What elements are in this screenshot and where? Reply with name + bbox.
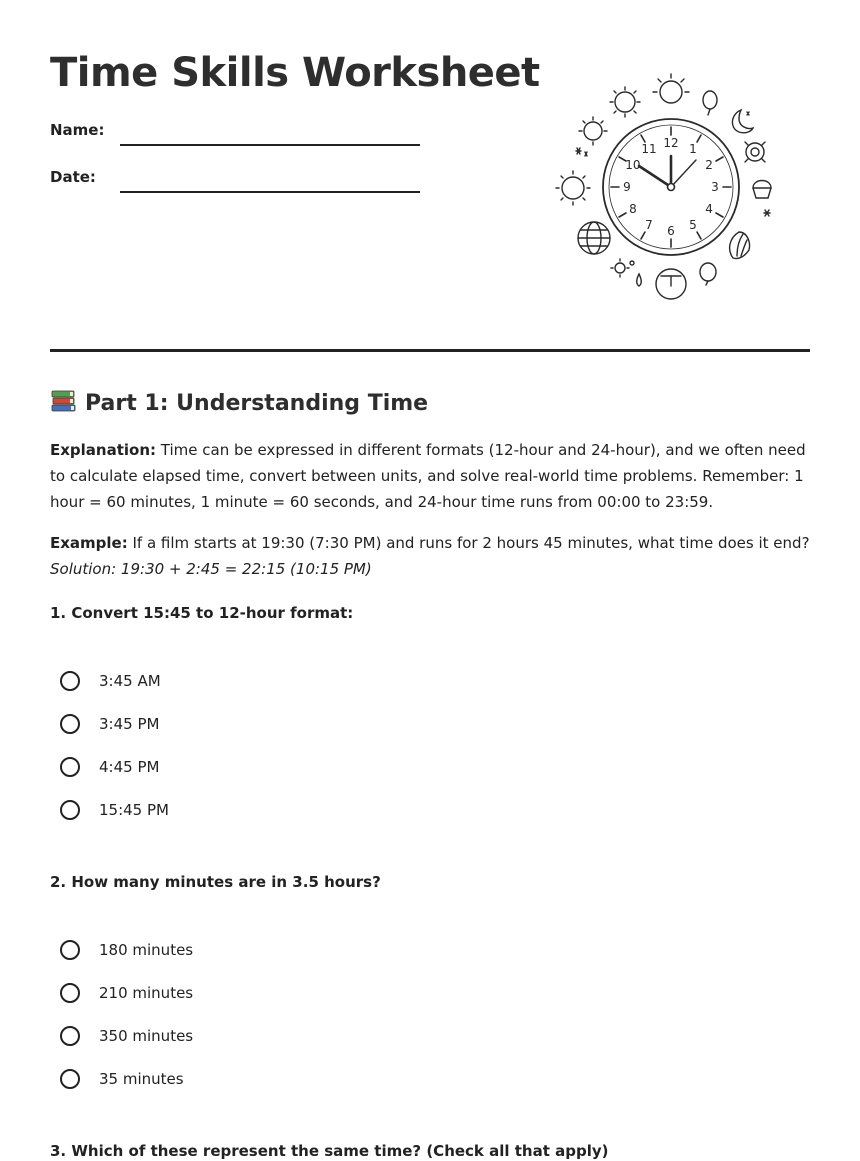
explanation-paragraph — [50, 437, 810, 515]
clock-numeral: 4 — [705, 202, 713, 216]
date-input-line[interactable] — [120, 191, 420, 193]
option-label: 35 minutes — [99, 1070, 184, 1088]
sun-icon — [611, 259, 634, 277]
clock-tick — [619, 213, 626, 217]
date-field — [50, 168, 430, 198]
option-label: 4:45 PM — [99, 758, 160, 776]
radio-button[interactable] — [60, 1026, 80, 1046]
radio-button[interactable] — [60, 757, 80, 777]
sparkle-icon — [576, 148, 587, 156]
clock-numeral: 1 — [689, 141, 697, 156]
seashell-icon — [730, 232, 750, 259]
clock-tick — [716, 157, 723, 161]
part1-title — [50, 388, 428, 416]
radio-button[interactable] — [60, 983, 80, 1003]
date-label: Date: — [50, 168, 96, 186]
clock-tick — [697, 135, 701, 142]
sun-icon — [579, 117, 607, 145]
radio-button[interactable] — [60, 940, 80, 960]
clock-numeral: 6 — [667, 224, 675, 238]
worksheet-page — [50, 0, 810, 1161]
sun-icon — [653, 74, 689, 103]
sparkle-icon — [637, 274, 642, 286]
option-label: 15:45 PM — [99, 801, 169, 819]
explanation-label: Explanation: — [50, 441, 157, 459]
radio-button[interactable] — [60, 714, 80, 734]
option-label: 350 minutes — [99, 1027, 194, 1045]
clock-illustration — [555, 70, 780, 305]
clock-tick — [716, 213, 723, 217]
clock-numeral: 12 — [663, 136, 679, 150]
sun-icon — [610, 87, 640, 117]
radio-button[interactable] — [60, 800, 80, 820]
clock-numeral: 5 — [689, 218, 697, 233]
sun-icon — [556, 171, 590, 205]
clock-numeral: 11 — [641, 141, 657, 156]
clock-numeral: 7 — [645, 218, 653, 233]
option-label: 3:45 PM — [99, 715, 160, 733]
example-paragraph — [50, 530, 810, 582]
worksheet-title: Time Skills Worksheet — [50, 50, 540, 96]
clock-numeral: 2 — [705, 158, 713, 172]
sun-icon — [656, 269, 686, 299]
section-divider — [50, 349, 810, 352]
option-label: 3:45 AM — [99, 672, 161, 690]
name-field — [50, 121, 430, 151]
clock-numeral: 9 — [623, 180, 631, 194]
clock-numeral: 10 — [625, 158, 641, 172]
radio-button[interactable] — [60, 671, 80, 691]
balloon-icon — [700, 263, 716, 285]
clock-numeral: 3 — [711, 180, 719, 194]
clock-tick — [697, 232, 701, 239]
cupcake-icon — [753, 181, 771, 199]
globe-icon — [578, 222, 610, 254]
part1-title-text: Part 1: Understanding Time — [85, 391, 429, 416]
name-label: Name: — [50, 121, 105, 139]
sun-icon — [745, 142, 765, 162]
balloon-icon — [703, 91, 717, 115]
solution-text: Solution: 19:30 + 2:45 = 22:15 (10:15 PM) — [50, 560, 372, 578]
radio-button[interactable] — [60, 1069, 80, 1089]
question-2: 2. How many minutes are in 3.5 hours? — [50, 873, 381, 891]
question-1: 1. Convert 15:45 to 12-hour format: — [50, 604, 354, 622]
example-label: Example: — [50, 534, 128, 552]
clock-tick — [641, 232, 645, 239]
explanation-text: Time can be expressed in different formats (12-hour and 24-hour), and we often need to calculate elapsed time, convert between units, and solve real-world time problems. Remember: 1 hour = 60 minutes, 1 minute = 60 seconds, and 24-hour time runs from 00:00 to 23:59. — [50, 441, 806, 511]
sparkle-icon — [764, 210, 770, 216]
question-3: 3. Which of these represent the same time? (Check all that apply) — [50, 1142, 609, 1160]
moon-icon — [732, 110, 753, 133]
name-input-line[interactable] — [120, 144, 420, 146]
option-label: 180 minutes — [99, 941, 194, 959]
option-label: 210 minutes — [99, 984, 194, 1002]
clock-numeral: 8 — [629, 202, 637, 216]
example-text: If a film starts at 19:30 (7:30 PM) and runs for 2 hours 45 minutes, what time does it end? — [127, 534, 810, 552]
books-icon — [50, 388, 77, 414]
